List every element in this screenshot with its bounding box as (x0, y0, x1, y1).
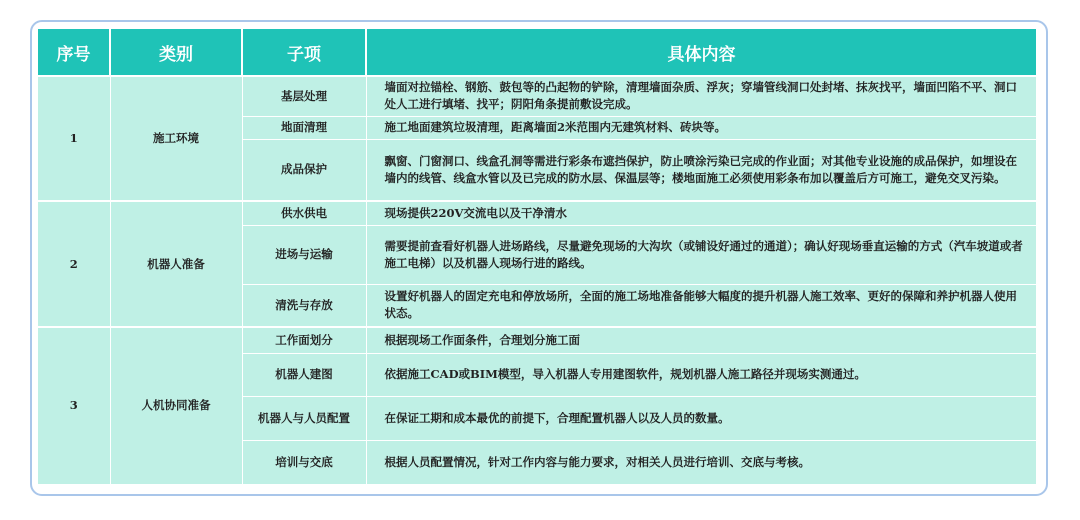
content-cell: 飘窗、门窗洞口、线盒孔洞等需进行彩条布遮挡保护，防止喷涂污染已完成的作业面；对其他专业设施的成品保护，如埋设在墙内的线管、线盒水管以及已完成的防水层、保温层等；楼地面施工必须使用彩条布加以覆盖后方可施工，避免交叉污染。 (366, 139, 1036, 201)
content-cell: 现场提供220V交流电以及干净清水 (366, 201, 1036, 225)
header-subitem: 子项 (242, 29, 366, 76)
header-category: 类别 (110, 29, 242, 76)
subitem-cell: 培训与交底 (242, 440, 366, 484)
group-category: 机器人准备 (110, 201, 242, 327)
subitem-cell: 地面清理 (242, 116, 366, 139)
content-cell: 设置好机器人的固定充电和停放场所，全面的施工场地准备能够大幅度的提升机器人施工效率、更好的保障和养护机器人使用状态。 (366, 284, 1036, 327)
group-no: 2 (38, 201, 110, 327)
table-row (38, 327, 1036, 353)
header-no: 序号 (38, 29, 110, 76)
subitem-cell: 清洗与存放 (242, 284, 366, 327)
subitem-cell: 工作面划分 (242, 327, 366, 353)
content-cell: 在保证工期和成本最优的前提下，合理配置机器人以及人员的数量。 (366, 396, 1036, 440)
group-category: 施工环境 (110, 76, 242, 201)
group-no: 3 (38, 327, 110, 484)
header-content: 具体内容 (366, 29, 1036, 76)
content-cell: 根据人员配置情况，针对工作内容与能力要求，对相关人员进行培训、交底与考核。 (366, 440, 1036, 484)
group-category: 人机协同准备 (110, 327, 242, 484)
construction-prep-table (38, 29, 1037, 485)
table-row (38, 201, 1036, 225)
header-row (38, 29, 1036, 76)
table-row (38, 76, 1036, 116)
content-cell: 需要提前查看好机器人进场路线，尽量避免现场的大沟坎（或铺设好通过的通道）；确认好现场垂直运输的方式（汽车坡道或者施工电梯）以及机器人现场行进的路线。 (366, 225, 1036, 284)
subitem-cell: 成品保护 (242, 139, 366, 201)
content-cell: 根据现场工作面条件，合理划分施工面 (366, 327, 1036, 353)
subitem-cell: 基层处理 (242, 76, 366, 116)
content-cell: 施工地面建筑垃圾清理，距离墙面2米范围内无建筑材料、砖块等。 (366, 116, 1036, 139)
content-cell: 依据施工CAD或BIM模型，导入机器人专用建图软件，规划机器人施工路径并现场实测通过。 (366, 353, 1036, 396)
group-no: 1 (38, 76, 110, 201)
subitem-cell: 机器人与人员配置 (242, 396, 366, 440)
subitem-cell: 供水供电 (242, 201, 366, 225)
subitem-cell: 机器人建图 (242, 353, 366, 396)
content-cell: 墙面对拉锚栓、钢筋、鼓包等的凸起物的铲除，清理墙面杂质、浮灰；穿墙管线洞口处封堵、抹灰找平，墙面凹陷不平、洞口处人工进行填堵、找平；阴阳角条提前敷设完成。 (366, 76, 1036, 116)
subitem-cell: 进场与运输 (242, 225, 366, 284)
